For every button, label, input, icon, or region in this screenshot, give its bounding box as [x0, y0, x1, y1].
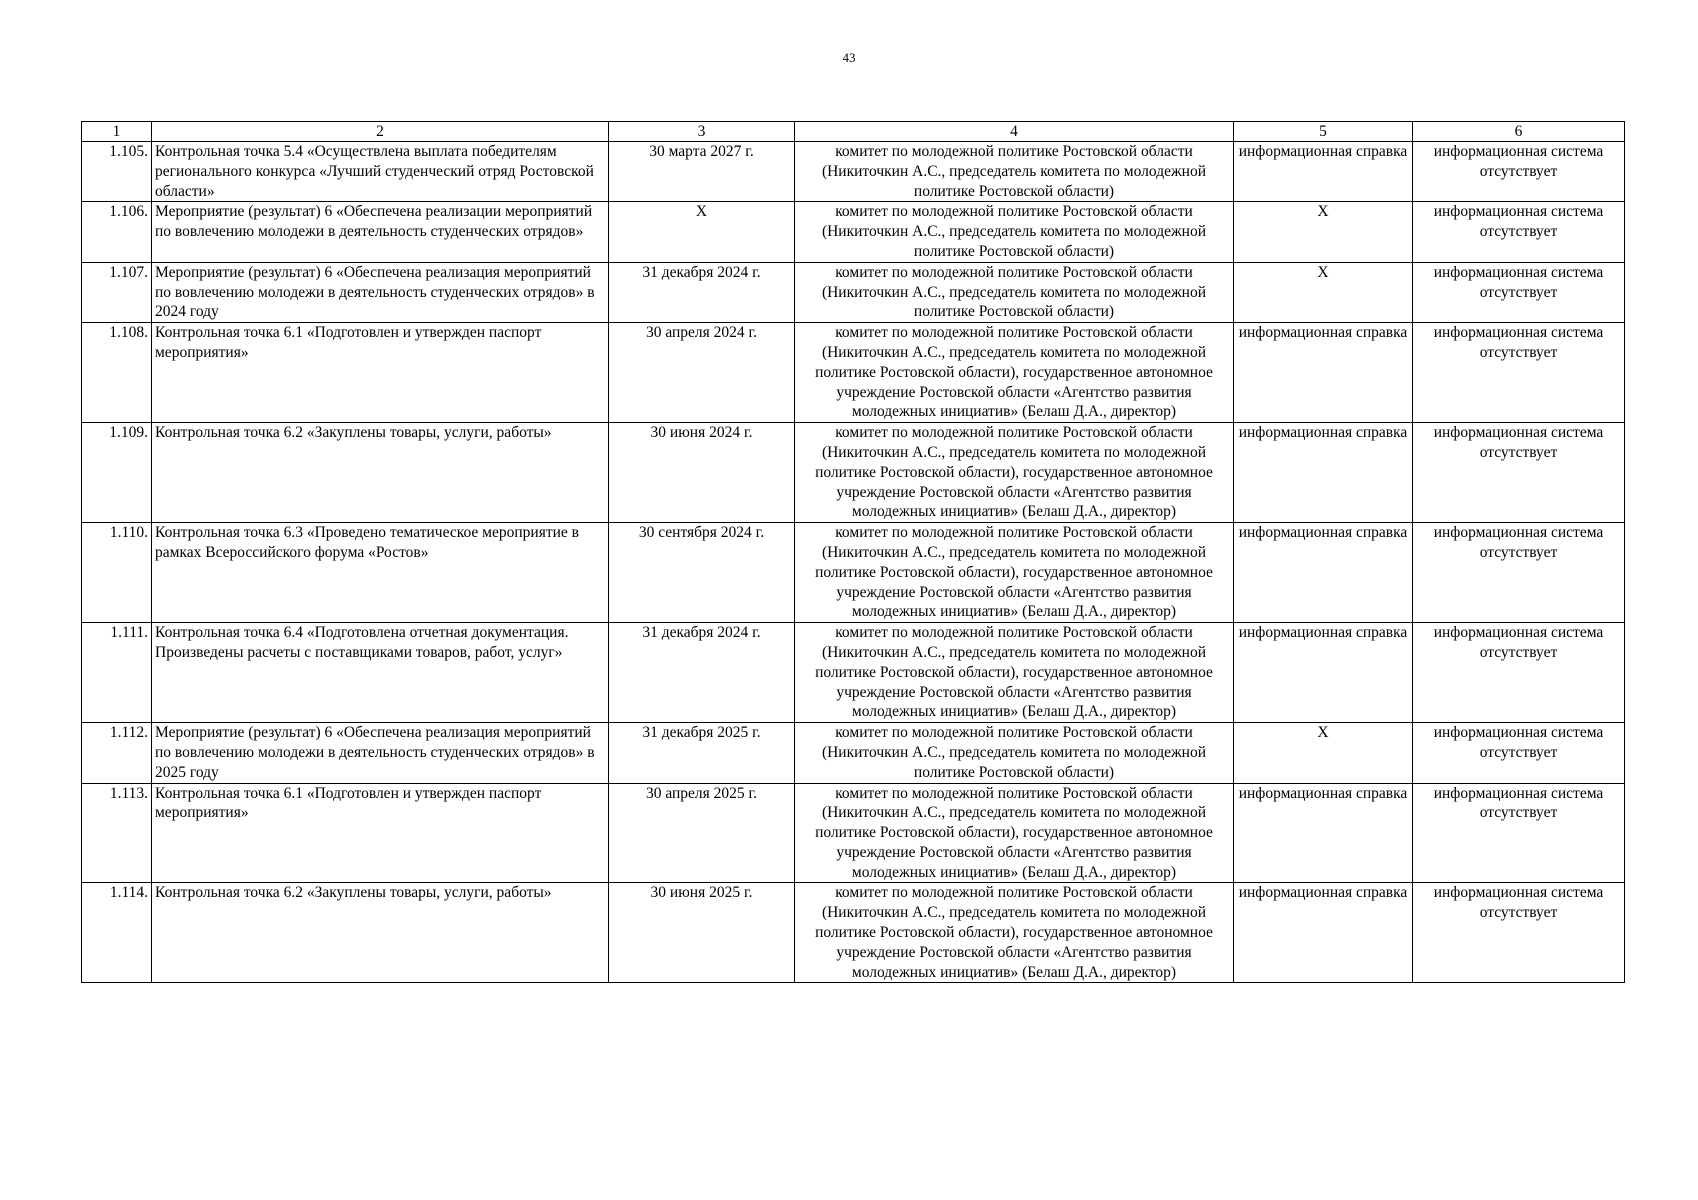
row-number: 1.111.: [82, 623, 152, 723]
table-row: [82, 202, 1625, 262]
row-number: 1.107.: [82, 262, 152, 322]
row-responsible: комитет по молодежной политике Ростовской области (Никиточкин А.С., председатель комитета по молодежной политике Ростовской области), государственное автономное учреждение Ростовской области «Агентство развития молодежных инициатив» (Белаш Д.А., директор): [795, 423, 1234, 523]
row-info-system: информационная система отсутствует: [1413, 262, 1625, 322]
table-row: [82, 783, 1625, 883]
row-deadline: X: [609, 202, 795, 262]
table-row: [82, 323, 1625, 423]
row-deadline: 30 июня 2025 г.: [609, 883, 795, 983]
header-col-3: 3: [609, 122, 795, 142]
plan-table: [81, 121, 1625, 983]
row-number: 1.110.: [82, 523, 152, 623]
row-document: X: [1234, 262, 1413, 322]
row-responsible: комитет по молодежной политике Ростовской области (Никиточкин А.С., председатель комитета по молодежной политике Ростовской области): [795, 142, 1234, 202]
row-deadline: 30 сентября 2024 г.: [609, 523, 795, 623]
row-description: Мероприятие (результат) 6 «Обеспечена реализация мероприятий по вовлечению молодежи в деятельность студенческих отрядов» в 2025 году: [152, 723, 609, 783]
row-info-system: информационная система отсутствует: [1413, 623, 1625, 723]
header-col-2: 2: [152, 122, 609, 142]
row-responsible: комитет по молодежной политике Ростовской области (Никиточкин А.С., председатель комитета по молодежной политике Ростовской области), государственное автономное учреждение Ростовской области «Агентство развития молодежных инициатив» (Белаш Д.А., директор): [795, 783, 1234, 883]
table-row: [82, 723, 1625, 783]
row-number: 1.112.: [82, 723, 152, 783]
row-responsible: комитет по молодежной политике Ростовской области (Никиточкин А.С., председатель комитета по молодежной политике Ростовской области): [795, 723, 1234, 783]
row-deadline: 30 апреля 2025 г.: [609, 783, 795, 883]
row-document: информационная справка: [1234, 323, 1413, 423]
row-deadline: 30 марта 2027 г.: [609, 142, 795, 202]
row-document: информационная справка: [1234, 883, 1413, 983]
row-number: 1.109.: [82, 423, 152, 523]
row-deadline: 30 июня 2024 г.: [609, 423, 795, 523]
header-col-1: 1: [82, 122, 152, 142]
row-info-system: информационная система отсутствует: [1413, 423, 1625, 523]
row-responsible: комитет по молодежной политике Ростовской области (Никиточкин А.С., председатель комитета по молодежной политике Ростовской области), государственное автономное учреждение Ростовской области «Агентство развития молодежных инициатив» (Белаш Д.А., директор): [795, 883, 1234, 983]
row-number: 1.114.: [82, 883, 152, 983]
table-row: [82, 523, 1625, 623]
header-col-5: 5: [1234, 122, 1413, 142]
row-number: 1.113.: [82, 783, 152, 883]
row-document: информационная справка: [1234, 783, 1413, 883]
row-number: 1.105.: [82, 142, 152, 202]
row-description: Мероприятие (результат) 6 «Обеспечена реализации мероприятий по вовлечению молодежи в деятельность студенческих отрядов»: [152, 202, 609, 262]
row-description: Контрольная точка 6.4 «Подготовлена отчетная документация. Произведены расчеты с поставщиками товаров, работ, услуг»: [152, 623, 609, 723]
row-description: Контрольная точка 6.1 «Подготовлен и утвержден паспорт мероприятия»: [152, 323, 609, 423]
row-deadline: 31 декабря 2024 г.: [609, 262, 795, 322]
row-info-system: информационная система отсутствует: [1413, 883, 1625, 983]
row-responsible: комитет по молодежной политике Ростовской области (Никиточкин А.С., председатель комитета по молодежной политике Ростовской области), государственное автономное учреждение Ростовской области «Агентство развития молодежных инициатив» (Белаш Д.А., директор): [795, 523, 1234, 623]
row-description: Контрольная точка 5.4 «Осуществлена выплата победителям регионального конкурса «Лучший студенческий отряд Ростовской области»: [152, 142, 609, 202]
row-deadline: 31 декабря 2025 г.: [609, 723, 795, 783]
row-description: Контрольная точка 6.2 «Закуплены товары, услуги, работы»: [152, 883, 609, 983]
row-document: X: [1234, 202, 1413, 262]
header-col-4: 4: [795, 122, 1234, 142]
row-info-system: информационная система отсутствует: [1413, 323, 1625, 423]
row-document: информационная справка: [1234, 523, 1413, 623]
table-row: [82, 423, 1625, 523]
row-responsible: комитет по молодежной политике Ростовской области (Никиточкин А.С., председатель комитета по молодежной политике Ростовской области), государственное автономное учреждение Ростовской области «Агентство развития молодежных инициатив» (Белаш Д.А., директор): [795, 623, 1234, 723]
row-document: X: [1234, 723, 1413, 783]
row-number: 1.106.: [82, 202, 152, 262]
header-col-6: 6: [1413, 122, 1625, 142]
row-info-system: информационная система отсутствует: [1413, 783, 1625, 883]
row-description: Контрольная точка 6.2 «Закуплены товары, услуги, работы»: [152, 423, 609, 523]
row-responsible: комитет по молодежной политике Ростовской области (Никиточкин А.С., председатель комитета по молодежной политике Ростовской области): [795, 262, 1234, 322]
row-responsible: комитет по молодежной политике Ростовской области (Никиточкин А.С., председатель комитета по молодежной политике Ростовской области): [795, 202, 1234, 262]
row-description: Мероприятие (результат) 6 «Обеспечена реализация мероприятий по вовлечению молодежи в деятельность студенческих отрядов» в 2024 году: [152, 262, 609, 322]
row-info-system: информационная система отсутствует: [1413, 523, 1625, 623]
row-info-system: информационная система отсутствует: [1413, 723, 1625, 783]
table-row: [82, 262, 1625, 322]
row-deadline: 31 декабря 2024 г.: [609, 623, 795, 723]
table-header-row: [82, 122, 1625, 142]
row-info-system: информационная система отсутствует: [1413, 142, 1625, 202]
page-number: 43: [842, 50, 856, 65]
row-deadline: 30 апреля 2024 г.: [609, 323, 795, 423]
row-description: Контрольная точка 6.1 «Подготовлен и утвержден паспорт мероприятия»: [152, 783, 609, 883]
row-description: Контрольная точка 6.3 «Проведено тематическое мероприятие в рамках Всероссийского форума «Ростов»: [152, 523, 609, 623]
table-row: [82, 623, 1625, 723]
row-document: информационная справка: [1234, 623, 1413, 723]
table-row: [82, 883, 1625, 983]
row-document: информационная справка: [1234, 423, 1413, 523]
row-document: информационная справка: [1234, 142, 1413, 202]
row-number: 1.108.: [82, 323, 152, 423]
table-row: [82, 142, 1625, 202]
row-responsible: комитет по молодежной политике Ростовской области (Никиточкин А.С., председатель комитета по молодежной политике Ростовской области), государственное автономное учреждение Ростовской области «Агентство развития молодежных инициатив» (Белаш Д.А., директор): [795, 323, 1234, 423]
row-info-system: информационная система отсутствует: [1413, 202, 1625, 262]
